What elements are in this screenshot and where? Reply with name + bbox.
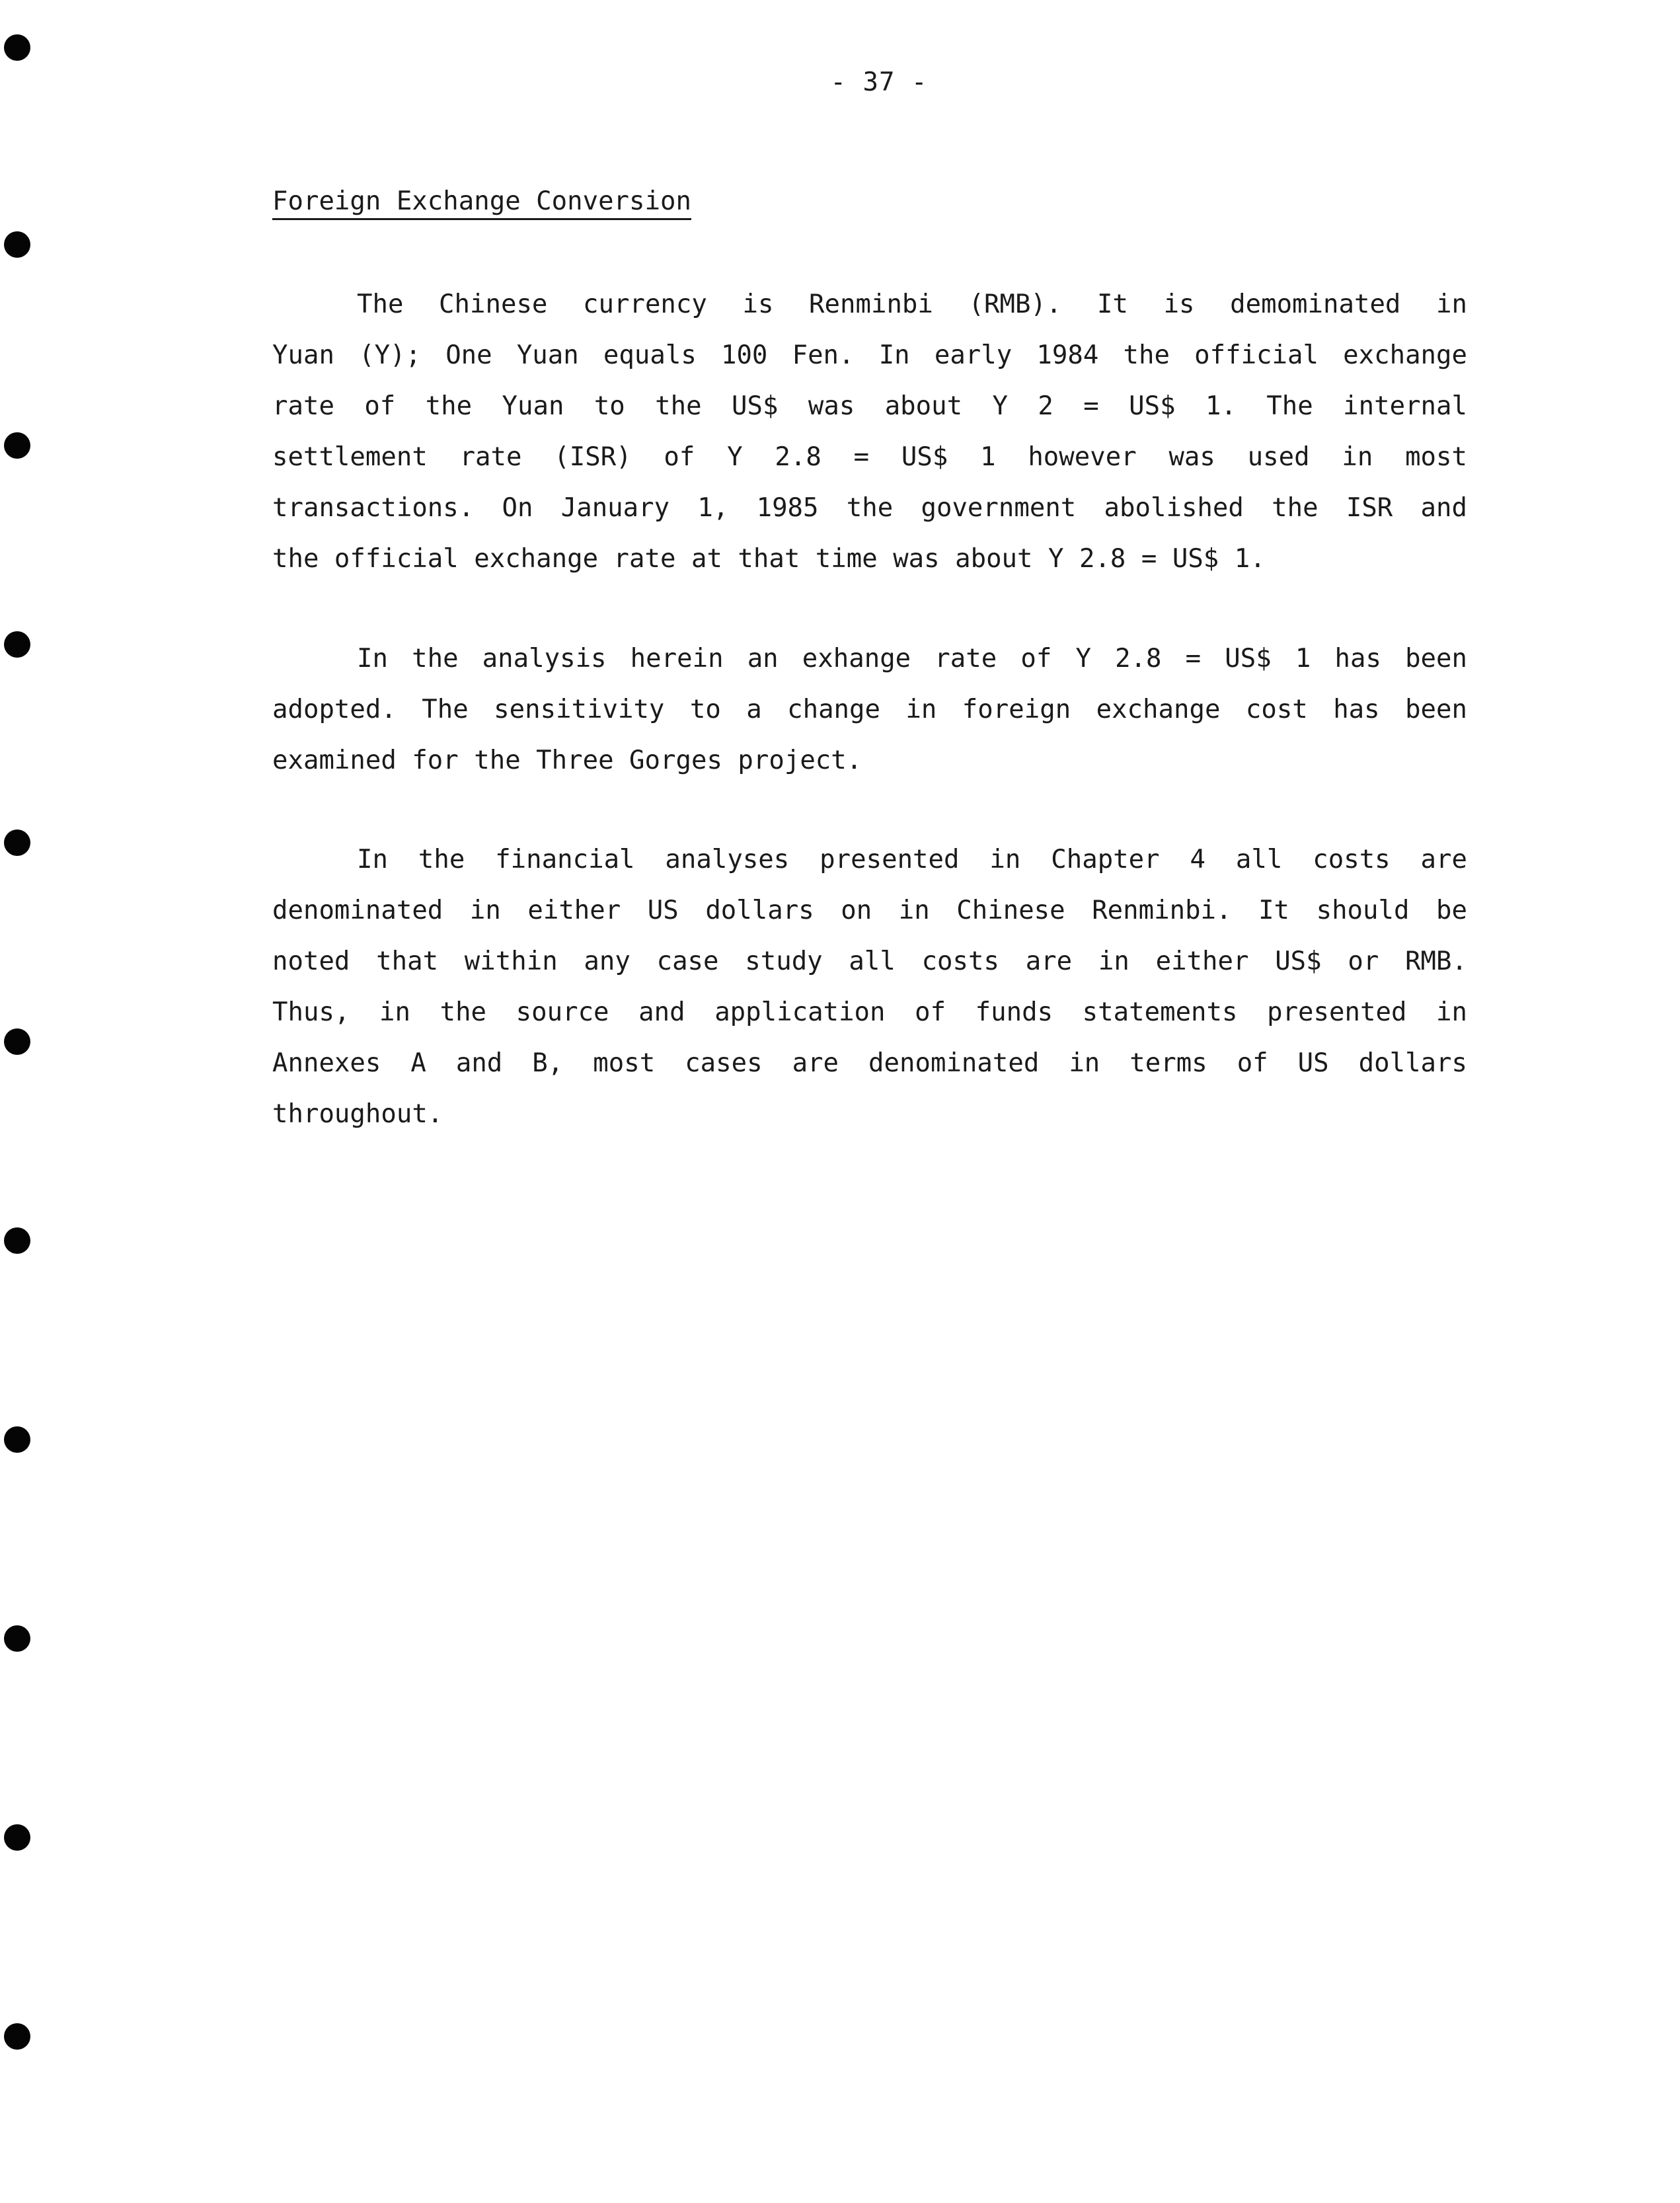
punch-hole (4, 231, 30, 258)
punch-hole (4, 2023, 30, 2050)
punch-hole (4, 1625, 30, 1652)
text-line: rate of the Yuan to the US$ was about Y 2 = US$ 1. The internal (272, 391, 1467, 421)
text-line: The Chinese currency is Renminbi (RMB). It is demominated in (357, 290, 1467, 319)
text-line: In the financial analyses presented in Chapter 4 all costs are (357, 845, 1467, 874)
text-line: Annexes A and B, most cases are denominated in terms of US dollars (272, 1048, 1467, 1078)
punch-hole (4, 1824, 30, 1851)
paragraph (272, 834, 1467, 1140)
text-line: adopted. The sensitivity to a change in foreign exchange cost has been (272, 695, 1467, 724)
text-line: Yuan (Y); One Yuan equals 100 Fen. In early 1984 the official exchange (272, 340, 1467, 370)
text-line: settlement rate (ISR) of Y 2.8 = US$ 1 however was used in most (272, 442, 1467, 472)
text-line: denominated in either US dollars on in Chinese Renminbi. It should be (272, 896, 1467, 925)
paragraph (272, 633, 1467, 786)
punch-hole (4, 631, 30, 658)
text-line: examined for the Three Gorges project. (272, 746, 862, 775)
punch-hole (4, 1028, 30, 1055)
text-line: the official exchange rate at that time was about Y 2.8 = US$ 1. (272, 544, 1266, 574)
punch-hole (4, 34, 30, 61)
text-line: Thus, in the source and application of funds statements presented in (272, 997, 1467, 1027)
punch-hole (4, 432, 30, 459)
text-line: noted that within any case study all costs are in either US$ or RMB. (272, 947, 1467, 976)
section-heading: Foreign Exchange Conversion (272, 186, 691, 220)
paragraph (272, 279, 1467, 584)
punch-hole (4, 830, 30, 856)
text-line: In the analysis herein an exhange rate of Y 2.8 = US$ 1 has been (357, 644, 1467, 674)
punch-hole (4, 1227, 30, 1254)
text-line: throughout. (272, 1099, 443, 1129)
punch-hole (4, 1426, 30, 1453)
page-number: - 37 - (830, 67, 928, 97)
text-line: transactions. On January 1, 1985 the government abolished the ISR and (272, 493, 1467, 523)
